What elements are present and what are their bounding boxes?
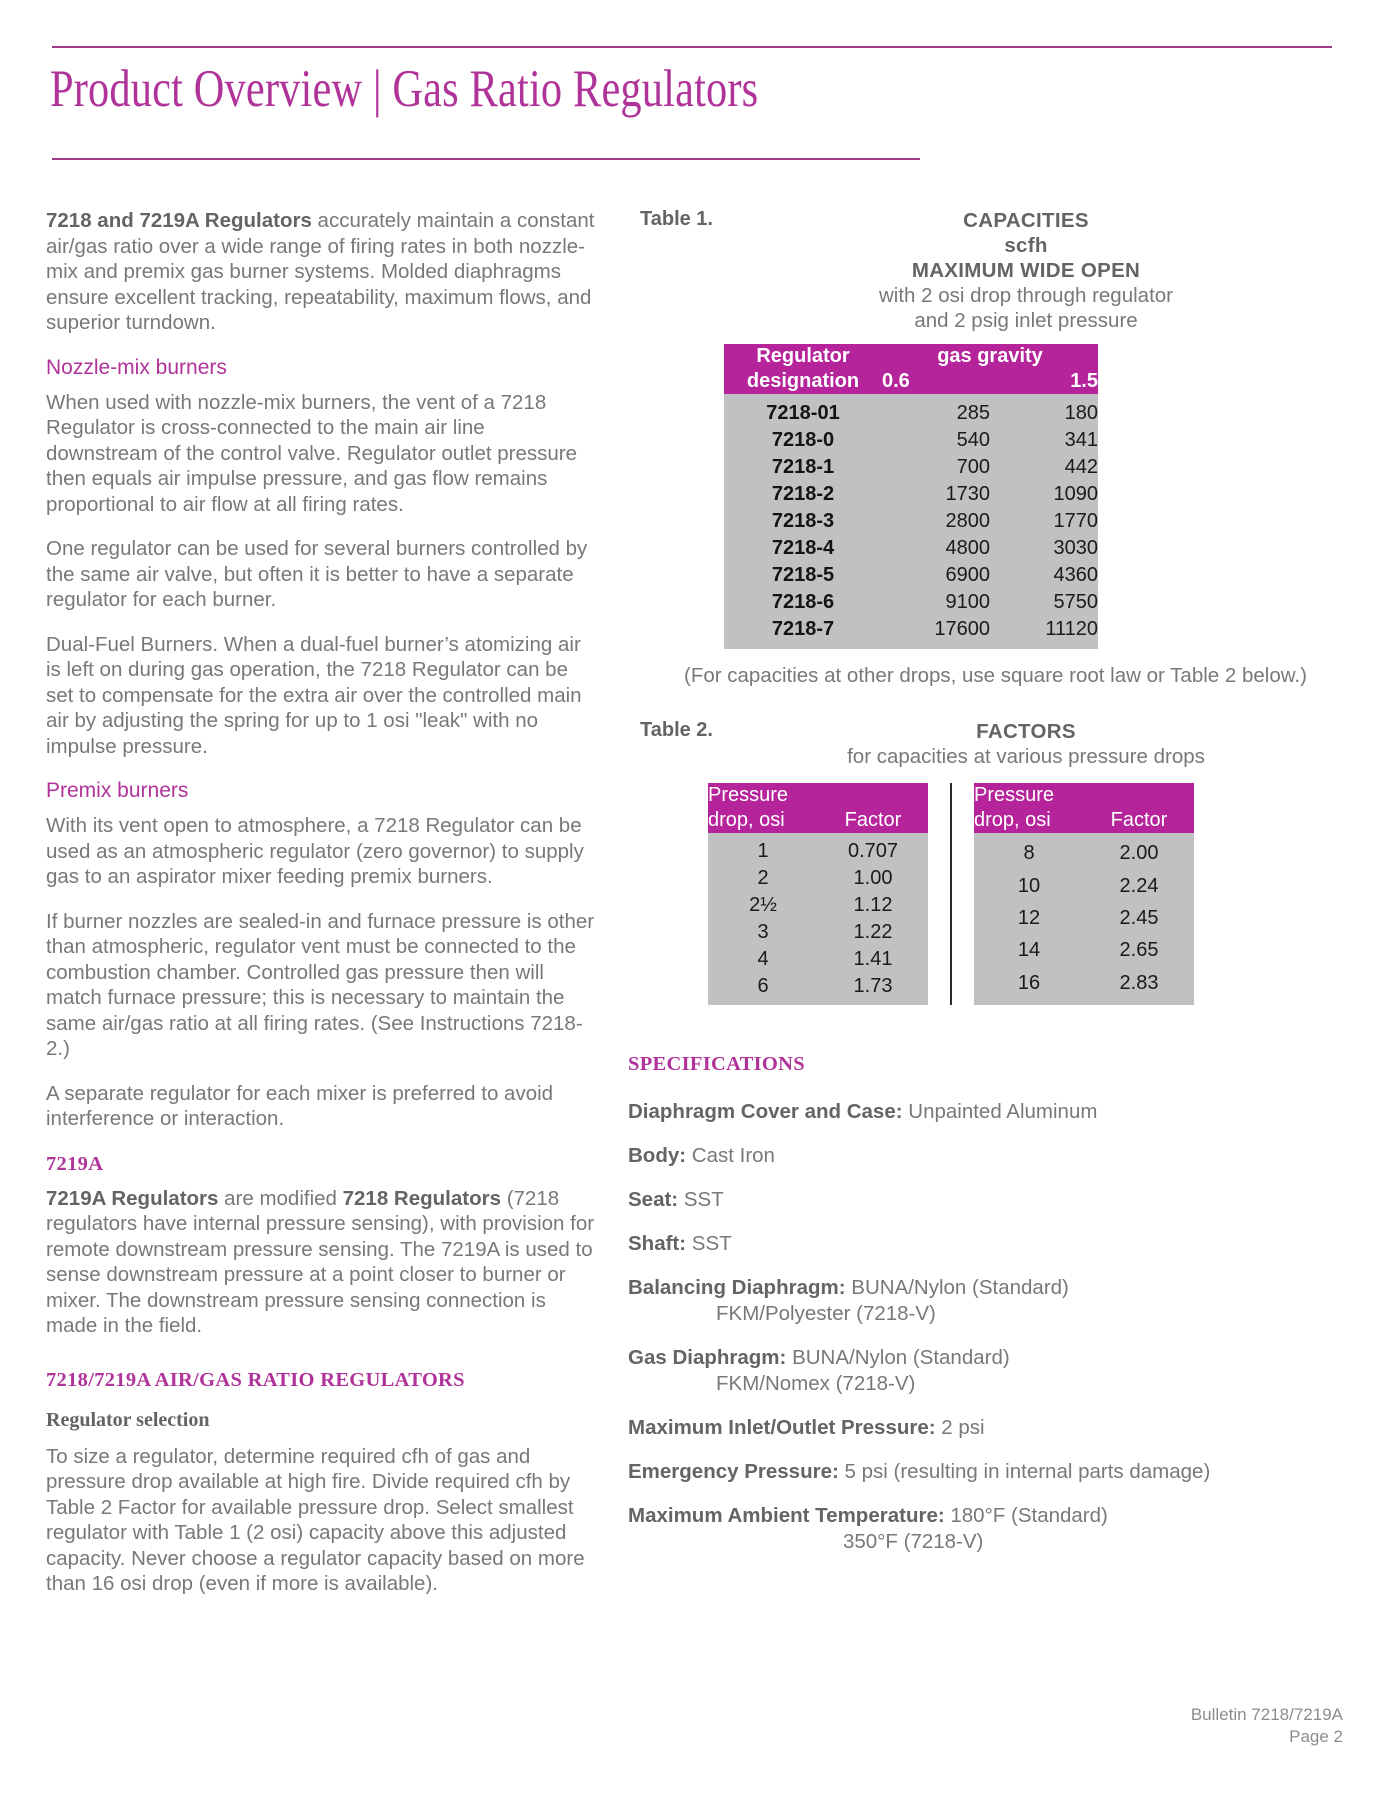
th-factor-right: Factor <box>1084 783 1194 833</box>
spec-value: 5 psi (resulting in internal parts damage) <box>844 1459 1211 1483</box>
factors-table-left <box>708 783 928 1005</box>
cell-factor: 1.41 <box>818 946 928 973</box>
spec-value-secondary: 350°F (7218-V) <box>843 1529 984 1553</box>
th-gas-gravity-group: gas gravity <box>882 344 1098 369</box>
cell-gravity-06: 540 <box>882 427 990 454</box>
spec-label: Diaphragm Cover and Case: <box>628 1099 903 1123</box>
table-header-row <box>708 783 928 833</box>
a7219-paragraph <box>46 1186 598 1339</box>
cell-factor: 1.00 <box>818 865 928 892</box>
th-pressure-left-line1: Pressure <box>708 783 789 806</box>
cell-gravity-15: 1770 <box>990 508 1098 535</box>
cell-factor: 1.22 <box>818 919 928 946</box>
spec-item <box>628 1415 1344 1441</box>
cell-gravity-06: 17600 <box>882 616 990 649</box>
cell-designation: 7218-0 <box>724 427 882 454</box>
table1-note: (For capacities at other drops, use square root law or Table 2 below.) <box>684 664 1307 687</box>
spec-value: Cast Iron <box>691 1143 775 1167</box>
cell-pressure-drop: 4 <box>708 946 818 973</box>
cell-designation: 7218-4 <box>724 535 882 562</box>
spec-value: Unpainted Aluminum <box>908 1099 1098 1123</box>
cell-designation: 7218-7 <box>724 616 882 649</box>
th-regulator-line1: Regulator <box>756 345 850 367</box>
cell-gravity-06: 9100 <box>882 589 990 616</box>
cell-designation: 7218-6 <box>724 589 882 616</box>
cell-factor: 2.45 <box>1084 902 1194 934</box>
table-row <box>974 870 1194 902</box>
cell-gravity-15: 3030 <box>990 535 1098 562</box>
table1-heading-scfh: scfh <box>1004 234 1048 257</box>
cell-gravity-06: 285 <box>882 394 990 427</box>
cell-gravity-15: 4360 <box>990 562 1098 589</box>
capacities-table-head <box>724 344 1098 394</box>
table-header-row <box>724 344 1098 369</box>
factors-right-body <box>974 833 1194 1005</box>
cell-gravity-06: 1730 <box>882 481 990 508</box>
right-column <box>628 208 1344 1573</box>
spec-value-secondary: FKM/Nomex (7218-V) <box>716 1371 916 1395</box>
cell-gravity-15: 5750 <box>990 589 1098 616</box>
table-row <box>708 919 928 946</box>
spec-item <box>628 1143 1344 1169</box>
spec-item <box>628 1231 1344 1257</box>
page-title: Product Overview | Gas Ratio Regulators <box>50 60 759 118</box>
th-pressure-right-line2: drop, osi <box>974 808 1051 831</box>
spec-label: Maximum Ambient Temperature: <box>628 1503 945 1527</box>
th-regulator-designation <box>724 344 882 394</box>
factors-table-right <box>974 783 1194 1005</box>
cell-pressure-drop: 2 <box>708 865 818 892</box>
table1-subheading-2: and 2 psig inlet pressure <box>914 309 1138 332</box>
cell-factor: 0.707 <box>818 833 928 865</box>
spec-item <box>628 1459 1344 1485</box>
intro-paragraph <box>46 208 598 336</box>
footer-page-number: Page 2 <box>1289 1727 1343 1746</box>
table2-subheading: for capacities at various pressure drops <box>847 744 1205 768</box>
th-pressure-drop-right <box>974 783 1084 833</box>
cell-pressure-drop: 2½ <box>708 892 818 919</box>
heading-specifications: SPECIFICATIONS <box>628 1052 805 1075</box>
th-pressure-right-line1: Pressure <box>974 783 1055 806</box>
a7219-mid: are modified <box>218 1186 343 1210</box>
capacities-table-body <box>724 394 1098 649</box>
heading-nozzle-mix-burners: Nozzle-mix burners <box>46 355 227 379</box>
spec-value: BUNA/Nylon (Standard) <box>851 1275 1069 1299</box>
spec-item <box>628 1275 1344 1327</box>
table2-label: Table 2. <box>640 718 713 741</box>
table-row <box>974 902 1194 934</box>
table2-heading <box>628 719 1344 769</box>
table-row <box>724 589 1098 616</box>
a7219-lead: 7219A Regulators <box>46 1186 219 1210</box>
spec-item <box>628 1099 1344 1125</box>
th-pressure-drop-left <box>708 783 818 833</box>
spec-label: Balancing Diaphragm: <box>628 1275 846 1299</box>
table2-block <box>628 719 1344 1005</box>
th-gravity-06: 0.6 <box>882 369 990 394</box>
spec-value-secondary: FKM/Polyester (7218-V) <box>716 1301 936 1325</box>
cell-pressure-drop: 14 <box>974 934 1084 966</box>
table1-heading <box>628 208 1344 333</box>
header-rule-top <box>52 46 1332 48</box>
capacities-table <box>724 344 1098 649</box>
spec-value: SST <box>691 1231 732 1255</box>
cell-designation: 7218-5 <box>724 562 882 589</box>
table-row <box>724 508 1098 535</box>
spec-value: 180°F (Standard) <box>950 1503 1108 1527</box>
cell-factor: 2.83 <box>1084 967 1194 1005</box>
factors-left-body <box>708 833 928 1005</box>
cell-gravity-15: 1090 <box>990 481 1098 508</box>
a7219-lead-2: 7218 Regulators <box>342 1186 501 1210</box>
spec-value: 2 psi <box>941 1415 985 1439</box>
selection-paragraph: To size a regulator, determine required cfh of gas and pressure drop available at high fire. Divide required cfh by Table 2 Factor for available pressure drop. Select smallest regulator with Table 1 (2 osi) capacity above this adjusted capacity. Never choose a regulator capacity based on more than 16 osi drop (even if more is available). <box>46 1444 585 1595</box>
nozzle-paragraph-1: When used with nozzle-mix burners, the vent of a 7218 Regulator is cross-connected to the main air line downstream of the control valve. Regulator outlet pressure then equals air impulse pressure, and gas flow remains proportional to air flow at all firing rates. <box>46 390 577 516</box>
premix-paragraph-3: A separate regulator for each mixer is preferred to avoid interference or interaction. <box>46 1081 554 1130</box>
cell-factor: 1.12 <box>818 892 928 919</box>
table-row <box>708 833 928 865</box>
table-row <box>974 934 1194 966</box>
specifications-list <box>628 1099 1344 1555</box>
footer-bulletin: Bulletin 7218/7219A <box>1190 1705 1343 1724</box>
heading-regulator-selection: Regulator selection <box>46 1408 210 1431</box>
left-column <box>46 208 598 1616</box>
table-row <box>708 865 928 892</box>
table-row <box>974 833 1194 871</box>
table-row <box>724 454 1098 481</box>
premix-paragraph-2: If burner nozzles are sealed-in and furnace pressure is other than atmospheric, regulator vent must be connected to the combustion chamber. Controlled gas pressure then will match furnace pressure; this is necessary to maintain the same air/gas ratio at all firing rates. (See Instructions 7218-2.) <box>46 909 595 1060</box>
cell-pressure-drop: 6 <box>708 973 818 1005</box>
th-regulator-line2: designation <box>746 370 860 392</box>
table1-heading-capacities: CAPACITIES <box>963 209 1089 232</box>
cell-factor: 1.73 <box>818 973 928 1005</box>
cell-factor: 2.00 <box>1084 833 1194 871</box>
intro-lead: 7218 and 7219A Regulators <box>46 209 312 232</box>
cell-gravity-15: 180 <box>990 394 1098 427</box>
table-row <box>708 892 928 919</box>
cell-designation: 7218-1 <box>724 454 882 481</box>
nozzle-paragraph-3: Dual-Fuel Burners. When a dual-fuel burner’s atomizing air is left on during gas operation, the 7218 Regulator can be set to compensate for the extra air over the controlled main air by adjusting the spring for up to 1 osi "leak" with no impulse pressure. <box>46 632 582 758</box>
factors-tables-wrapper <box>708 783 1344 1005</box>
table1-label: Table 1. <box>640 208 713 230</box>
factors-right-head <box>974 783 1194 833</box>
cell-pressure-drop: 10 <box>974 870 1084 902</box>
table2-heading-factors: FACTORS <box>976 719 1076 743</box>
premix-paragraph-1: With its vent open to atmosphere, a 7218 Regulator can be used as an atmospheric regulator (zero governor) to supply gas to an aspirator mixer feeding premix burners. <box>46 814 584 888</box>
header-rule-bottom <box>52 158 920 160</box>
table-row <box>708 946 928 973</box>
heading-ratio-regulators: 7218/7219A AIR/GAS RATIO REGULATORS <box>46 1368 465 1391</box>
page-footer <box>1191 1704 1343 1748</box>
cell-gravity-15: 11120 <box>990 616 1098 649</box>
cell-factor: 2.65 <box>1084 934 1194 966</box>
cell-factor: 2.24 <box>1084 870 1194 902</box>
cell-pressure-drop: 12 <box>974 902 1084 934</box>
cell-designation: 7218-3 <box>724 508 882 535</box>
table-row <box>724 481 1098 508</box>
cell-gravity-15: 341 <box>990 427 1098 454</box>
spec-item <box>628 1503 1344 1555</box>
a7219-rest: (7218 regulators have internal pressure sensing), with provision for remote downstream pressure sensing. The 7219A is used to sense downstream pressure at a point closer to burner or mixer. The downstream pressure sensing connection is made in the field. <box>46 1186 595 1337</box>
heading-7219a: 7219A <box>46 1152 104 1175</box>
factors-left-head <box>708 783 928 833</box>
table1-subheading-1: with 2 osi drop through regulator <box>878 284 1173 307</box>
table-row <box>724 562 1098 589</box>
cell-gravity-15: 442 <box>990 454 1098 481</box>
spec-value: BUNA/Nylon (Standard) <box>792 1345 1010 1369</box>
cell-pressure-drop: 3 <box>708 919 818 946</box>
cell-gravity-06: 4800 <box>882 535 990 562</box>
table-row <box>724 535 1098 562</box>
spec-item <box>628 1345 1344 1397</box>
cell-gravity-06: 700 <box>882 454 990 481</box>
table-row <box>724 394 1098 427</box>
cell-pressure-drop: 1 <box>708 833 818 865</box>
table-row <box>724 616 1098 649</box>
nozzle-paragraph-2: One regulator can be used for several burners controlled by the same air valve, but often it is better to have a separate regulator for each burner. <box>46 537 588 611</box>
spec-label: Seat: <box>628 1187 679 1211</box>
table1-block <box>628 208 1344 689</box>
spec-label: Gas Diaphragm: <box>628 1345 787 1369</box>
cell-pressure-drop: 8 <box>974 833 1084 871</box>
factors-table-divider <box>950 783 952 1005</box>
heading-premix-burners: Premix burners <box>46 779 189 802</box>
cell-pressure-drop: 16 <box>974 967 1084 1005</box>
spec-label: Shaft: <box>628 1231 687 1255</box>
table-row <box>724 427 1098 454</box>
table-row <box>974 967 1194 1005</box>
spec-label: Maximum Inlet/Outlet Pressure: <box>628 1415 936 1439</box>
table-row <box>708 973 928 1005</box>
table1-heading-maxwideopen: MAXIMUM WIDE OPEN <box>911 259 1141 282</box>
th-gravity-15: 1.5 <box>990 369 1098 394</box>
specifications-section <box>628 1051 1344 1555</box>
cell-designation: 7218-2 <box>724 481 882 508</box>
spec-item <box>628 1187 1344 1213</box>
intro-text: accurately maintain a constant air/gas ratio over a wide range of firing rates in both nozzle-mix and premix gas burner systems. Molded diaphragms ensure excellent tracking, repeatability, maximum flows, and superior turndown. <box>46 209 595 334</box>
th-pressure-left-line2: drop, osi <box>708 808 785 831</box>
th-factor-left: Factor <box>818 783 928 833</box>
cell-designation: 7218-01 <box>724 394 882 427</box>
spec-label: Emergency Pressure: <box>628 1459 839 1483</box>
spec-label: Body: <box>628 1143 687 1167</box>
spec-value: SST <box>683 1187 724 1211</box>
cell-gravity-06: 2800 <box>882 508 990 535</box>
table-header-row <box>974 783 1194 833</box>
cell-gravity-06: 6900 <box>882 562 990 589</box>
